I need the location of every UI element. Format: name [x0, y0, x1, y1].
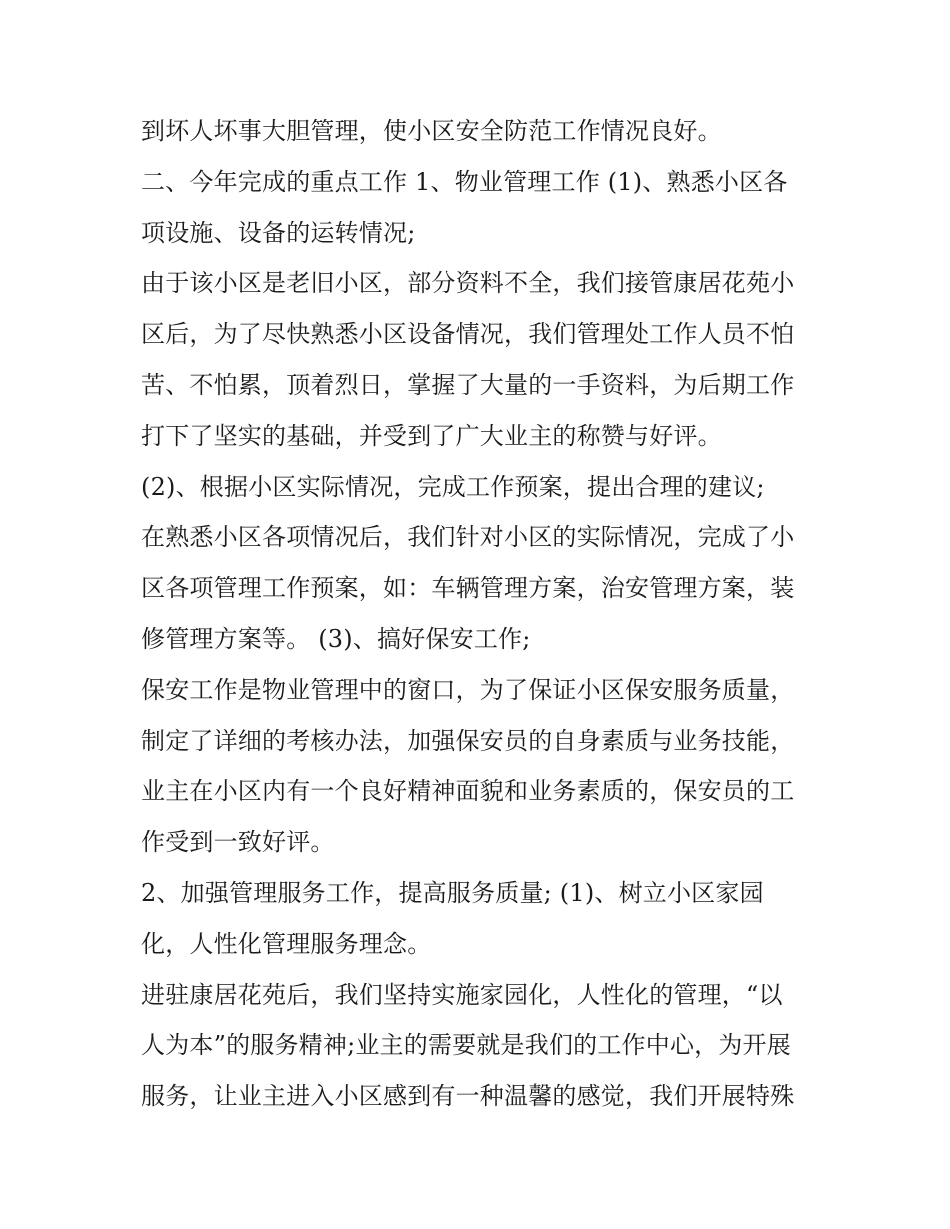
text-line: 业主在小区内有一个良好精神面貌和业务素质的，保安员的工: [141, 777, 795, 806]
text-line: 服务，让业主进入小区感到有一种温馨的感觉，我们开展特殊: [141, 1082, 795, 1111]
text-line: 苦、不怕累，顶着烈日，掌握了大量的一手资料，为后期工作: [141, 370, 795, 399]
text-line: 保安工作是物业管理中的窗口，为了保证小区保安服务质量，: [141, 675, 795, 704]
text-line: (2)、根据小区实际情况，完成工作预案，提出合理的建议;: [141, 472, 765, 501]
text-line: 在熟悉小区各项情况后，我们针对小区的实际情况，完成了小: [141, 523, 795, 552]
text-line: 项设施、设备的运转情况;: [141, 218, 416, 247]
text-line: 人为本”的服务精神;业主的需要就是我们的工作中心，为开展: [141, 1031, 791, 1060]
text-line: 化，人性化管理服务理念。: [141, 929, 432, 958]
text-line: 制定了详细的考核办法，加强保安员的自身素质与业务技能，: [141, 726, 795, 755]
text-line: 进驻康居花苑后，我们坚持实施家园化，人性化的管理，“以: [141, 980, 783, 1009]
text-line: 区各项管理工作预案，如：车辆管理方案，治安管理方案，装: [141, 574, 795, 603]
text-line: 由于该小区是老旧小区，部分资料不全，我们接管康居花苑小: [141, 269, 795, 298]
document-body: [141, 106, 821, 1122]
text-line: 作受到一致好评。: [141, 828, 335, 857]
text-line: 到坏人坏事大胆管理，使小区安全防范工作情况良好。: [141, 117, 722, 145]
text-line: 二、今年完成的重点工作 1、物业管理工作 (1)、熟悉小区各: [141, 167, 788, 196]
text-line: 2、加强管理服务工作，提高服务质量; (1)、树立小区家园: [141, 878, 764, 907]
text-line: 修管理方案等。 (3)、搞好保安工作;: [141, 624, 531, 653]
text-line: 打下了坚实的基础，并受到了广大业主的称赞与好评。: [141, 421, 722, 450]
text-line: 区后，为了尽快熟悉小区设备情况，我们管理处工作人员不怕: [141, 320, 795, 349]
